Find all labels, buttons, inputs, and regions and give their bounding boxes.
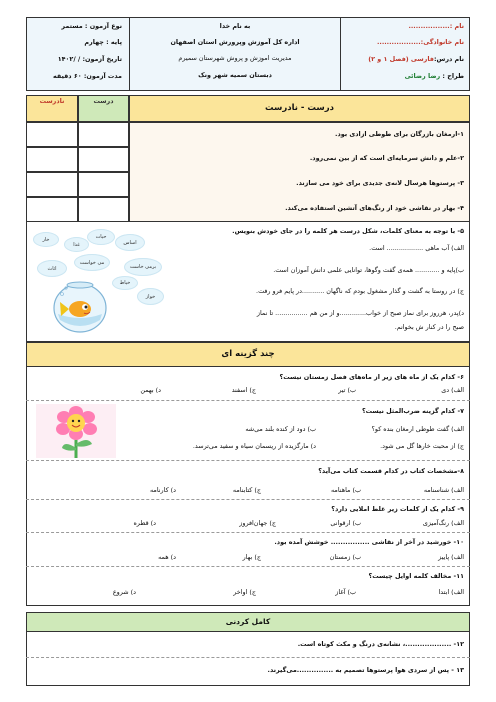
col-wrong-label: نادرست — [39, 97, 65, 105]
q5-d2: صبح را در کنار ش بخوانم. — [394, 323, 464, 331]
section3-title: کامل کردنی — [225, 617, 271, 626]
header-school: دبستان سمیه شهر ونک — [198, 71, 272, 79]
q12-text: ۱۲- ...................، نشانه‌ی درنگ و مکث کوتاه است. — [297, 640, 464, 648]
header-office: اداره کل آموزش وپرورش استان اصفهان — [170, 38, 300, 46]
q10-opt-a[interactable]: الف) پاییز — [438, 553, 464, 561]
statement-2: ۲-علم و دانش سرمایه‌ای است که از بین نمی‌رود. — [309, 154, 464, 162]
q8-text: ۸-مشخصات کتاب در کدام قسمت کتاب می‌آید؟ — [318, 467, 464, 475]
q6-opt-b[interactable]: ب) تیر — [338, 386, 356, 394]
separator — [26, 657, 470, 658]
separator — [26, 532, 470, 533]
word-bubble-hayat: حیات — [87, 229, 115, 245]
q6-opt-d[interactable]: د) بهمن — [140, 386, 161, 394]
flower-illustration — [36, 404, 116, 458]
q9-text: ۹- کدام یک از کلمات زیر غلط املایی دارد؟ — [331, 505, 464, 513]
q9-opt-b[interactable]: ب) ارقوانی — [330, 519, 361, 527]
designer-value: رضا رضائی — [404, 72, 441, 80]
q5-c: ج) در روستا به گشت و گذار مشغول بودم که ناگهان ...........در پایم فرو رفت. — [256, 287, 464, 295]
q11-text: ۱۱- مخالف کلمه اوایل چیست؟ — [368, 572, 464, 580]
designer-label: طراح : — [440, 72, 464, 80]
section1-title: درست - نادرست — [264, 103, 335, 113]
answer-cell-correct-4[interactable] — [78, 197, 129, 222]
q11-opt-d[interactable]: د) شروع — [112, 588, 136, 596]
q5-d1: د)پدر، هرروز برای نماز صبح از خواب.............و از من هم ................ تا نماز — [256, 309, 464, 317]
q8-opt-b[interactable]: ب) ماهنامه — [330, 486, 361, 494]
q10-opt-d[interactable]: د) همه — [158, 553, 176, 561]
q8-opt-d[interactable]: د) کارنامه — [149, 486, 176, 494]
q7-text: ۷- کدام گزینه ضرب‌المثل نیست؟ — [361, 407, 464, 415]
header-management: مدیریت اموزش و پروش شهرستان سمیرم — [178, 54, 292, 62]
answer-cell-correct-3[interactable] — [78, 172, 129, 197]
fishbowl-illustration — [50, 276, 110, 334]
separator — [26, 460, 470, 461]
header-divider-right — [340, 17, 341, 91]
exam-duration: مدت آزمون: ۶۰ دقیقه — [53, 72, 122, 80]
q7-opt-d[interactable]: د) مارگزیده از ریسمان سیاه و سفید می‌ترسد. — [192, 442, 316, 450]
answer-cell-wrong-3[interactable] — [26, 172, 78, 197]
q5-b: ب)پایه و ............ همه‌ی گفت وگوها، توانایی علمی دانش آموزان است. — [273, 266, 464, 274]
word-bubble-barmikhast: برمی خاست — [124, 258, 162, 276]
q9-opt-c[interactable]: ج) جهان‌افروز — [239, 519, 276, 527]
answer-grid — [26, 122, 129, 222]
q5-title: ۵- با توجه به معنای کلمات، شکل درست هر کلمه را در جای خودش بنویس. — [232, 227, 464, 235]
separator — [26, 400, 470, 401]
separator — [26, 566, 470, 567]
lesson-value: فارسی (فصل ۱ و ۲) — [368, 55, 434, 63]
q8-opt-a[interactable]: الف) شناسنامه — [423, 486, 464, 494]
q10-opt-c[interactable]: ج) بهار — [242, 553, 261, 561]
exam-date: تاریخ آزمون: / /۱۴۰۲ — [57, 55, 122, 63]
word-bubble-mikhast: می خواست — [74, 254, 110, 271]
statement-1: ۱-ارمغان بازرگان برای طوطی ازادی بود. — [335, 130, 464, 138]
q10-opt-b[interactable]: ب) زمستان — [329, 553, 361, 561]
word-bubble-khavaz: خواز — [137, 288, 164, 305]
header-bismillah: به نام خدا — [219, 22, 251, 30]
designer-line — [405, 72, 464, 80]
answer-cell-wrong-2[interactable] — [26, 147, 78, 172]
q6-text: ۶- کدام یک از ماه های زیر از ماه‌های فصل زمستان نیست؟ — [279, 373, 464, 381]
student-family-field: نام خانوادگی:.................. — [376, 38, 464, 46]
q11-opt-a[interactable]: الف) ابتدا — [438, 588, 464, 596]
answer-cell-wrong-1[interactable] — [26, 122, 78, 147]
word-bubble-asas2: اثاث — [37, 260, 67, 277]
lesson-line — [368, 55, 464, 63]
q11-opt-b[interactable]: ب) آغاز — [335, 588, 356, 596]
q13-text: ۱۳ - پس از سردی هوا پرستوها تصمیم به ...............می‌گیرند. — [267, 666, 464, 674]
q6-opt-c[interactable]: ج) اسفند — [231, 386, 256, 394]
q10-text: ۱۰- خورشید در آخر از نقاشی ................ خوشش آمده بود. — [274, 538, 464, 546]
q8-opt-c[interactable]: ج) کتابنامه — [232, 486, 261, 494]
exam-grade: پایه : چهارم — [84, 38, 122, 46]
q6-opt-a[interactable]: الف) دی — [441, 386, 464, 394]
statement-3: ۳- پرستوها هرسال لانه‌ی جدیدی برای خود می سازند. — [296, 179, 464, 187]
q9-opt-d[interactable]: د) قطره — [133, 519, 156, 527]
q7-opt-b[interactable]: ب) دود از کنده بلند می‌شه — [245, 425, 316, 433]
answer-cell-correct-1[interactable] — [78, 122, 129, 147]
separator — [26, 499, 470, 500]
col-correct-label: درست — [93, 97, 114, 105]
q7-opt-a[interactable]: الف) گفت طوطی ارمغان بنده کو؟ — [371, 425, 464, 433]
student-name-field: نام :................. — [408, 22, 464, 30]
statement-4: ۴- بهار در نقاشی خود از رنگ‌های آتشین استفاده می‌کند. — [285, 204, 464, 212]
answer-cell-wrong-4[interactable] — [26, 197, 78, 222]
q11-opt-c[interactable]: ج) اواخر — [233, 588, 256, 596]
exam-type: نوع آزمون : مستمر — [61, 22, 122, 30]
q5-a: الف) آب ماهی .................. است. — [369, 244, 464, 252]
word-bubble-ghaza: غذا — [64, 237, 89, 252]
word-bubble-khar: خار — [33, 232, 59, 247]
word-bubble-khayat: خیاط — [112, 276, 138, 290]
q9-opt-a[interactable]: الف) رنگ‌آمیزی — [422, 519, 464, 527]
section2-title: چند گزینه ای — [221, 349, 275, 359]
lesson-label: نام درس: — [433, 55, 464, 63]
answer-cell-correct-2[interactable] — [78, 147, 129, 172]
word-bubble-asas: اساس — [115, 234, 145, 251]
q7-opt-c[interactable]: ج) از محبت خارها گل می شود. — [380, 442, 464, 450]
